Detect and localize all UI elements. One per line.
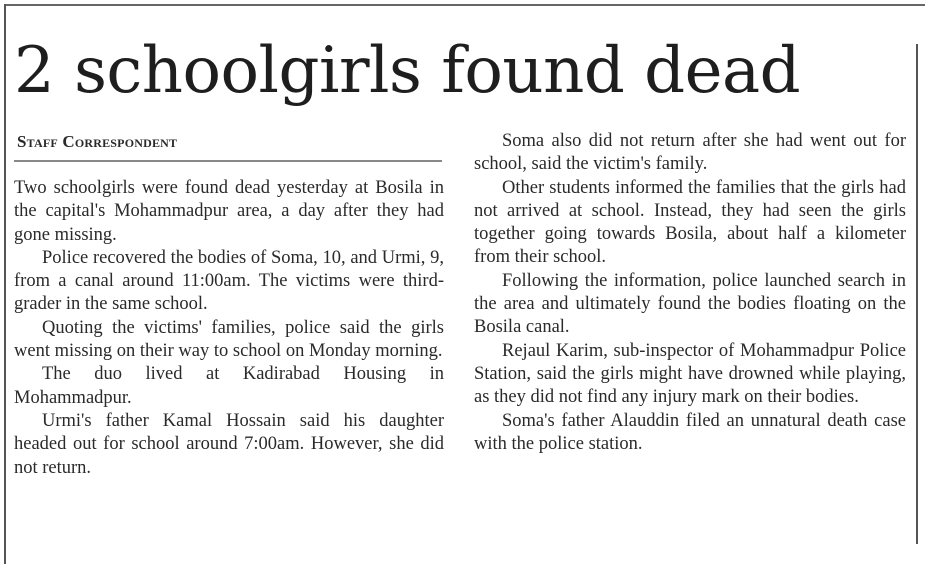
- paragraph: Soma's father Alauddin filed an unnatural death case with the police station.: [474, 410, 906, 454]
- paragraph: Other students informed the families that the girls had not arrived at school. Instead, they had seen the girls together going towards Bosila, about half a kilometer from their school.: [474, 177, 906, 268]
- paragraph: Rejaul Karim, sub-inspector of Mohammadpur Police Station, said the girls might have drowned while playing, as they did not find any injury mark on their bodies.: [474, 340, 906, 408]
- article-headline: 2 schoolgirls found dead: [14, 34, 801, 108]
- left-border-rule: [4, 4, 6, 564]
- article-column-1: [14, 177, 444, 480]
- paragraph: Two schoolgirls were found dead yesterday at Bosila in the capital's Mohammadpur area, a day after they had gone missing.: [14, 178, 444, 245]
- article-byline: Staff Correspondent: [17, 132, 178, 151]
- paragraph: Urmi's father Kamal Hossain said his daughter headed out for school around 7:00am. However, she did not return.: [14, 410, 444, 478]
- paragraph: Police recovered the bodies of Soma, 10, and Urmi, 9, from a canal around 11:00am. The victims were third-grader in the same school.: [14, 247, 444, 315]
- right-column-rule: [916, 44, 918, 544]
- paragraph: Quoting the victims' families, police said the girls went missing on their way to school on Monday morning.: [14, 317, 444, 362]
- top-border-rule: [4, 4, 925, 6]
- byline-divider: [14, 160, 442, 162]
- paragraph: The duo lived at Kadirabad Housing in Mohammadpur.: [14, 364, 444, 408]
- paragraph: Soma also did not return after she had went out for school, said the victim's family.: [474, 131, 906, 175]
- paragraph: Following the information, police launched search in the area and ultimately found the bodies floating on the Bosila canal.: [474, 270, 906, 338]
- article-column-2: [474, 130, 906, 456]
